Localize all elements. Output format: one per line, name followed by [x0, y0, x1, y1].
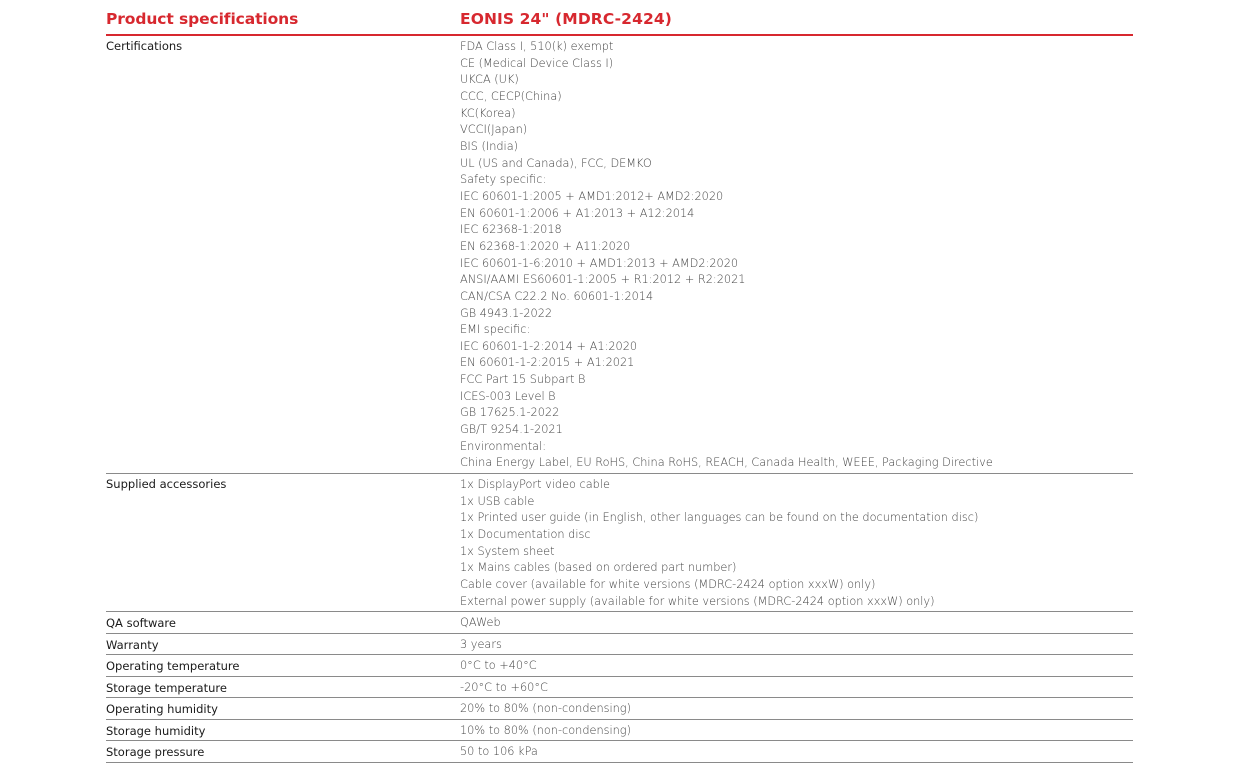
- spec-sheet: [106, 0, 1133, 763]
- spec-label: Storage humidity: [106, 723, 206, 738]
- spec-value: FCC Part 15 Subpart B: [460, 373, 586, 387]
- spec-label: Storage temperature: [106, 680, 227, 695]
- spec-value: CCC, CECP(China): [460, 89, 562, 103]
- spec-row-operating-humidity: [106, 698, 1133, 720]
- spec-value: GB 17625.1-2022: [460, 406, 560, 420]
- spec-label: Storage pressure: [106, 745, 205, 760]
- spec-value: IEC 60601-1:2005 + AMD1:2012+ AMD2:2020: [460, 189, 724, 203]
- spec-value: Environmental:: [460, 439, 547, 453]
- spec-value: EMI specific:: [460, 323, 531, 337]
- spec-value: KC(Korea): [460, 106, 516, 120]
- spec-values: [460, 741, 1133, 761]
- spec-value: Safety specific:: [460, 173, 547, 187]
- spec-value: 50 to 106 kPa: [460, 745, 538, 759]
- spec-values: [460, 612, 1133, 632]
- spec-value: 1x Mains cables (based on ordered part number): [460, 561, 737, 575]
- spec-label: Supplied accessories: [106, 477, 227, 492]
- spec-label: Operating humidity: [106, 702, 218, 717]
- spec-value: UKCA (UK): [460, 73, 519, 87]
- spec-value: 1x DisplayPort video cable: [460, 478, 610, 492]
- spec-value: 20% to 80% (non-condensing): [460, 702, 631, 716]
- spec-value: IEC 60601-1-6:2010 + AMD1:2013 + AMD2:2020: [460, 256, 739, 270]
- spec-value: CAN/CSA C22.2 No. 60601-1:2014: [460, 289, 654, 303]
- spec-value: UL (US and Canada), FCC, DEMKO: [460, 156, 652, 170]
- spec-values: [460, 720, 1133, 740]
- spec-value: GB/T 9254.1-2021: [460, 423, 563, 437]
- spec-value: 1x Printed user guide (in English, other languages can be found on the documentation disc): [460, 511, 979, 525]
- spec-value: EN 60601-1:2006 + A1:2013 + A12:2014: [460, 206, 695, 220]
- spec-value: 10% to 80% (non-condensing): [460, 723, 631, 737]
- spec-values: [460, 698, 1133, 718]
- spec-value: IEC 60601-1-2:2014 + A1:2020: [460, 339, 638, 353]
- spec-value: ANSI/AAMI ES60601-1:2005 + R1:2012 + R2:2021: [460, 273, 746, 287]
- spec-values: [460, 655, 1133, 675]
- spec-row-storage-temperature: [106, 677, 1133, 699]
- spec-value: CE (Medical Device Class I): [460, 56, 614, 70]
- spec-values: [460, 634, 1133, 654]
- spec-value: 1x USB cable: [460, 494, 535, 508]
- spec-value: External power supply (available for white versions (MDRC-2424 option xxxW) only): [460, 594, 935, 608]
- spec-value: Cable cover (available for white versions (MDRC-2424 option xxxW) only): [460, 578, 876, 591]
- spec-value: China Energy Label, EU RoHS, China RoHS, REACH, Canada Health, WEEE, Packaging Directive: [460, 456, 993, 470]
- spec-value: EN 60601-1-2:2015 + A1:2021: [460, 356, 635, 370]
- spec-row-warranty: [106, 634, 1133, 656]
- spec-row-storage-humidity: [106, 720, 1133, 742]
- spec-label: Operating temperature: [106, 659, 240, 674]
- spec-row-qa-software: [106, 612, 1133, 634]
- product-title: EONIS 24" (MDRC-2424): [460, 10, 672, 28]
- spec-values: [460, 474, 1133, 611]
- spec-value: EN 62368-1:2020 + A11:2020: [460, 239, 631, 253]
- spec-value: 1x Documentation disc: [460, 528, 591, 542]
- spec-value: BIS (India): [460, 139, 519, 153]
- spec-values: [460, 36, 1133, 473]
- spec-value: ICES-003 Level B: [460, 389, 556, 403]
- spec-value: 1x System sheet: [460, 544, 555, 558]
- section-title: Product specifications: [106, 10, 299, 28]
- spec-label: QA software: [106, 616, 176, 631]
- spec-row-certifications: [106, 36, 1133, 474]
- spec-header: [106, 0, 1133, 36]
- spec-row-operating-temperature: [106, 655, 1133, 677]
- spec-row-supplied-accessories: [106, 474, 1133, 612]
- spec-label: Warranty: [106, 637, 159, 652]
- spec-value: -20°C to +60°C: [460, 680, 548, 694]
- spec-value: QAWeb: [460, 616, 501, 630]
- spec-value: VCCI(Japan): [460, 123, 528, 137]
- spec-label: Certifications: [106, 39, 183, 53]
- spec-value: 3 years: [460, 637, 502, 651]
- spec-values: [460, 677, 1133, 697]
- spec-value: IEC 62368-1:2018: [460, 223, 562, 237]
- spec-value: FDA Class I, 510(k) exempt: [460, 40, 614, 53]
- spec-value: GB 4943.1-2022: [460, 306, 553, 320]
- spec-row-storage-pressure: [106, 741, 1133, 763]
- spec-value: 0°C to +40°C: [460, 659, 537, 673]
